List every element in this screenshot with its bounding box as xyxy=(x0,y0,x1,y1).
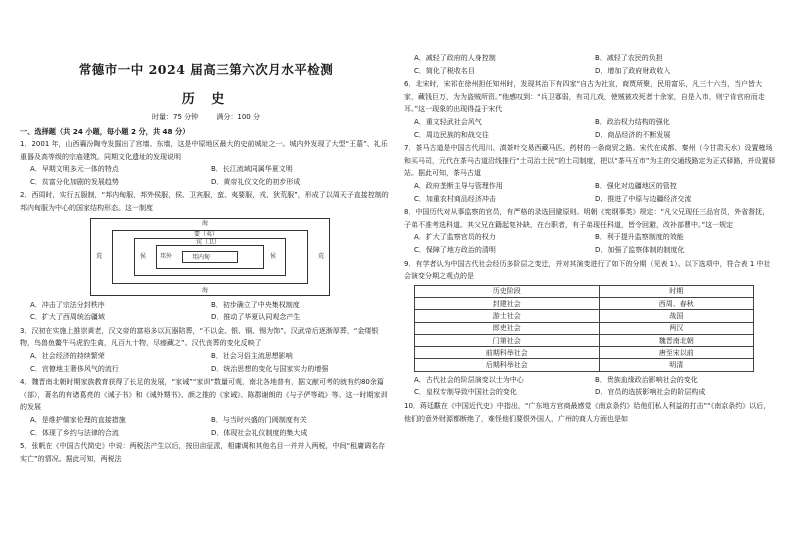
diagram-yao-label: 要（夷） xyxy=(194,230,219,238)
table-header-cell: 历史阶段 xyxy=(415,285,600,297)
table-cell: 西周、春秋 xyxy=(599,297,753,309)
section-heading: 一、选择题（共 24 小题，每小题 2 分，共 48 分） xyxy=(20,127,190,136)
question-10: 10．蒋廷黻在《中国近代史》中指出，“广东地方官商最感觉《南京条约》给他们私人利益的打击”“《南京条约》以后，他们的意外财源都断绝了，难怪他们要恨外国人，广州的商人方面也是如 xyxy=(404,401,771,423)
option-b[interactable]: B．政治权力结构的强化 xyxy=(595,117,670,126)
option-c[interactable]: C．扩大了西周统治疆域 xyxy=(30,313,105,322)
option-c[interactable]: C．皇权专制导致中国社会的变化 xyxy=(414,388,517,397)
diagram-hou-label-right: 侯 xyxy=(270,252,277,260)
option-a[interactable]: A．早期文明多元一体的特点 xyxy=(30,165,119,174)
option-d[interactable]: D．推进了中原与边疆经济交流 xyxy=(595,194,692,203)
option-b[interactable]: B．长江流域同属华夏文明 xyxy=(211,165,293,174)
table-row xyxy=(415,310,754,322)
option-b[interactable]: B．减轻了农民的负担 xyxy=(595,54,663,62)
option-b[interactable]: B．强化对边疆地区的管控 xyxy=(595,181,677,190)
option-a[interactable]: A．冲击了宗法分封秩序 xyxy=(30,300,105,309)
option-c[interactable]: C．加重农村商品经济冲击 xyxy=(414,194,496,203)
option-d[interactable]: D．增加了政府财政收入 xyxy=(595,66,671,75)
option-a[interactable]: A．社会经济的持续繁荣 xyxy=(30,351,105,360)
question-1: 1．2001 年，山西襄汾陶寺发掘出了宫墙、东墙，这是中原地区最大的史前城址之一。城内外发现了大型“王墓”、礼乐重器及高等级的宗庙建筑。同期文化遗址的发现说明 xyxy=(20,140,388,161)
question-8: 8．中国历代对从事监察的官员，有严格的录选回避原则。明朝《宪纲事类》规定：“凡父兄现任三品官员，外省督抚，子弟不准考选科道。其父兄在籍起复补缺，在台职者，有子弟现任科道，皆令回避，改补部曹中。”这一规定 xyxy=(404,208,770,229)
table-cell: 前期科举社会 xyxy=(415,347,600,359)
table-cell: 两汉 xyxy=(599,322,753,334)
table-cell: 门第社会 xyxy=(415,334,600,346)
question-2: 2．西周时，实行五服制，“邦内甸服，邦外侯服，侯、卫宾服，蛮、夷要服，戎、狄荒服”，形成了以周天子直接控制的邦内甸服为中心的国家结构形态。这一制度 xyxy=(20,191,389,212)
question-6: 6．北宋时，宋祁在徐州担任知州时，发现其治下有四家“自古为社宣，商贾所聚，民用富乐，凡三十六当，当户皆大家，藏钱巨万，为为盗贼所资。”他感叹到：“兵卫寡弱，有司儿戏，使贼被攻死者十余家，自是入市，则宁肯官府而走耳。”这一现象的出现得益于宋代 xyxy=(404,80,765,114)
table-row xyxy=(415,347,754,359)
exam-title: 常德市一中 2024 届高三第六次月水平检测 xyxy=(78,62,334,77)
question-3: 3．汉初在实施上推崇黄老，汉文帝的富裕多以瓦器陪葬，“不以金、银、铜、锡为饰”。汉武帝后逐渐厚葬，“金缕银物，鸟兽鱼鳖牛马虎豹生禽，凡百九十物，尽瘗藏之”。汉代丧葬的变化反映了 xyxy=(20,326,379,348)
table-cell: 魏晋南北朝 xyxy=(599,334,753,346)
diagram-bangwai-label: 邦外 xyxy=(160,252,173,260)
option-c[interactable]: C．简化了税收名目 xyxy=(414,66,475,75)
question-7-options xyxy=(404,180,776,205)
option-d[interactable]: D．体现社会礼仪制度的集大成 xyxy=(211,428,308,437)
question-9: 9．有学者认为中国古代社会经历多阶层之变迁，并对其演变进行了如下的分期（见表 1）。以下选项中，符合表 1 中社会演变分期之观点的是 xyxy=(404,259,771,281)
option-b[interactable]: B．与当时兴盛的门阀制度有关 xyxy=(211,415,307,424)
diagram-right-label: 荒 xyxy=(318,252,325,260)
option-c[interactable]: C．保障了地方政治的清明 xyxy=(414,245,496,254)
five-fu-diagram xyxy=(90,218,330,296)
question-8-options xyxy=(404,231,776,256)
exam-meta xyxy=(20,112,392,122)
question-2-options xyxy=(20,299,392,324)
option-c[interactable]: C．贫富分化加剧的发展趋势 xyxy=(30,177,119,186)
option-a[interactable]: A．扩大了监察官员的权力 xyxy=(414,233,496,242)
option-b[interactable]: B．利于提升监察制度的效能 xyxy=(595,233,684,242)
option-d[interactable]: D．加强了监察体制的制度化 xyxy=(595,245,685,254)
question-5-options xyxy=(404,52,776,77)
question-6-options xyxy=(404,116,776,141)
table-cell: 游士社会 xyxy=(415,310,600,322)
option-a[interactable]: A．减轻了政府的人身控制 xyxy=(414,54,496,62)
table-row xyxy=(415,297,754,309)
option-a[interactable]: A．重文轻武社会风气 xyxy=(414,117,482,126)
option-b[interactable]: B．社会习俗主流思想影响 xyxy=(211,351,293,360)
option-d[interactable]: D．商品经济的不断发展 xyxy=(595,130,671,139)
diagram-bottom-label: 海 xyxy=(202,286,209,294)
diagram-hou-label: 侯 xyxy=(140,252,147,260)
question-9-options xyxy=(404,374,776,399)
question-7: 7．茶马古道是中国古代用川、滇茶叶交易西藏马匹、药材的一条商贸之路。宋代在成都、秦州（今甘肃天水）设置榷场和买马司，元代在茶马古道沿线推行“土司治土民”的土司制度，把以“茶马互市”为主的交通线路定为正式驿路，并设置驿站。据此可知，茶马古道 xyxy=(404,144,776,178)
option-d[interactable]: D．黄帝礼仪文化的初步形成 xyxy=(211,177,301,186)
left-column xyxy=(20,0,392,552)
social-stage-table xyxy=(414,285,754,372)
question-5: 5．张帆在《中国古代简史》中说：两税法产生以后，按田亩征派，相庸调和其他名目一并并入两税，中间“租庸调名存实亡”的情况。据此可知，两税法 xyxy=(20,442,386,463)
subject-title: 历 史 xyxy=(181,92,231,107)
diagram-left-label: 荒 xyxy=(96,252,103,260)
table-cell: 封建社会 xyxy=(415,297,600,309)
option-b[interactable]: B．贵族血缘政治影响社会的变化 xyxy=(595,375,698,384)
option-a[interactable]: A．是维护儒家伦理的直接措施 xyxy=(30,415,126,424)
diagram-bin-label: 宾（卫） xyxy=(196,238,221,246)
table-cell: 战国 xyxy=(599,310,753,322)
table-row xyxy=(415,322,754,334)
time-limit: 时量：75 分钟 xyxy=(152,113,199,121)
option-b[interactable]: B．初步确立了中央集权制度 xyxy=(211,300,300,309)
option-a[interactable]: A．古代社会的阶层演变以士为中心 xyxy=(414,375,524,384)
option-c[interactable]: C．周边民族的和战交往 xyxy=(414,130,489,139)
right-column xyxy=(404,0,776,552)
option-d[interactable]: D．推动了华夏认同观念产生 xyxy=(211,313,301,322)
table-row xyxy=(415,359,754,371)
question-3-options xyxy=(20,350,392,375)
diagram-top-label: 海 xyxy=(202,219,209,227)
table-cell: 明清 xyxy=(599,359,753,371)
total-score: 满分：100 分 xyxy=(216,113,260,121)
option-a[interactable]: A．政府垄断主导与管理作用 xyxy=(414,181,503,190)
table-cell: 唐至宋以前 xyxy=(599,347,753,359)
question-4-options xyxy=(20,414,392,439)
question-4: 4．魏晋南北朝时期家族教育获得了长足的发展，“家诫”“家训”数量可观，南北各地普有，据文献可考的就有约80余篇（部），著名的有诸葛亮的《诫子书》和《诫外甥书》、颜之推的《家诫》、陈郡谢朗的《与子俨等疏》等。这一时期家训的发展 xyxy=(20,378,388,412)
table-header-row xyxy=(415,285,754,297)
table-row xyxy=(415,334,754,346)
option-c[interactable]: C．体现了乡约与法律的合流 xyxy=(30,428,119,437)
table-header-cell: 时期 xyxy=(599,285,753,297)
table-cell: 郎吏社会 xyxy=(415,322,600,334)
table-cell: 后期科举社会 xyxy=(415,359,600,371)
option-d[interactable]: D．官员的选拔影响社会的阶层构成 xyxy=(595,388,706,397)
diagram-bangnei-label: 邦内甸 xyxy=(192,253,211,261)
option-c[interactable]: C．官僚地主奢侈风气的流行 xyxy=(30,364,119,373)
option-d[interactable]: D．统治思想的变化与国家实力的增强 xyxy=(211,364,329,373)
question-1-options xyxy=(20,163,392,188)
